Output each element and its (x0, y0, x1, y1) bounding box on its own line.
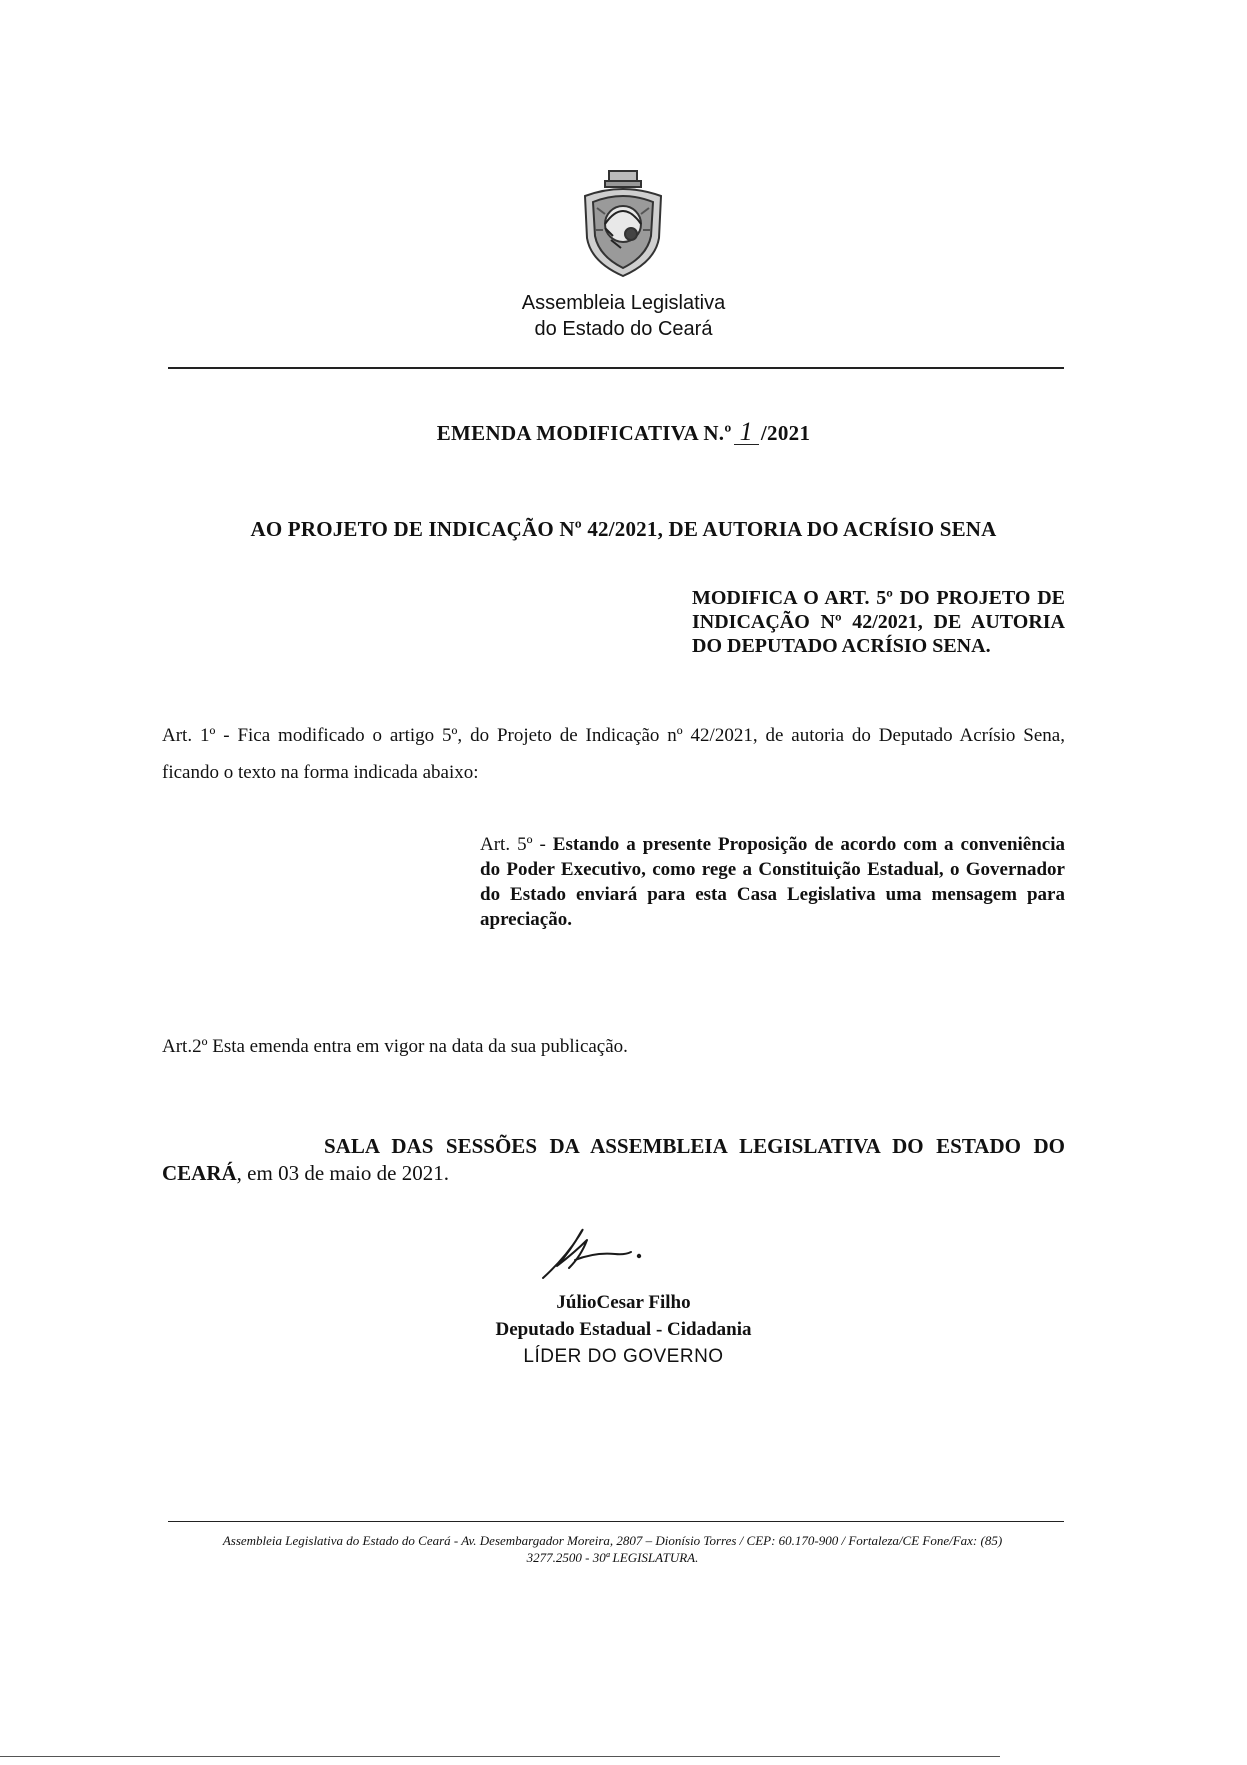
session-room-text: SALA DAS SESSÕES DA ASSEMBLEIA LEGISLATIVA DO ESTADO DO CEARÁ (162, 1134, 1065, 1185)
signatory-role: LÍDER DO GOVERNO (523, 1346, 724, 1367)
amendment-number: 1 (734, 420, 759, 445)
signatory-name: JúlioCesar Filho (556, 1292, 691, 1313)
header-divider (168, 367, 1064, 369)
title-suffix: /2021 (760, 421, 811, 445)
session-date: , em 03 de maio de 2021. (236, 1161, 449, 1185)
footer-divider (168, 1521, 1064, 1522)
article-2-paragraph: Art.2º Esta emenda entra em vigor na data da sua publicação. (162, 1036, 628, 1057)
article-1-paragraph: Art. 1º - Fica modificado o artigo 5º, do Projeto de Indicação nº 42/2021, de autoria do Deputado Acrísio Sena, ficando o texto na forma indicada abaixo: (162, 725, 1065, 783)
document-subject: AO PROJETO DE INDICAÇÃO Nº 42/2021, DE AUTORIA DO ACRÍSIO SENA (250, 517, 997, 541)
ementa-summary: MODIFICA O ART. 5º DO PROJETO DE INDICAÇÃO Nº 42/2021, DE AUTORIA DO DEPUTADO ACRÍSIO SENA. (692, 587, 1065, 657)
article-5-label: Art. 5º - (480, 834, 546, 855)
title-prefix: EMENDA MODIFICATIVA N.º (436, 421, 732, 445)
footer-line2: 3277.2500 - 30ª LEGISLATURA. (526, 1550, 699, 1565)
article-5-quoted-text (480, 832, 1065, 932)
article-5-body: Estando a presente Proposição de acordo com a conveniência do Poder Executivo, como rege a Constituição Estadual, o Governador do Estado enviará para esta Casa Legislativa uma mensagem para apreciação. (480, 834, 1066, 930)
handwritten-signature (535, 1222, 650, 1284)
footer-address (160, 1532, 1065, 1566)
closing-session-statement (162, 1133, 1065, 1187)
signatory-title: Deputado Estadual - Cidadania (495, 1319, 752, 1340)
footer-line1: Assembleia Legislativa do Estado do Ceará - Av. Desembargador Moreira, 2807 – Dionísio Torres / CEP: 60.170-900 / Fortaleza/CE Fone/Fax: (85) (222, 1533, 1003, 1548)
page-edge-line (0, 1756, 1000, 1757)
state-coat-of-arms-icon (575, 168, 671, 280)
institution-name-line1: Assembleia Legislativa (521, 292, 726, 314)
institution-name-line2: do Estado do Ceará (534, 318, 713, 340)
document-title (0, 417, 1247, 446)
